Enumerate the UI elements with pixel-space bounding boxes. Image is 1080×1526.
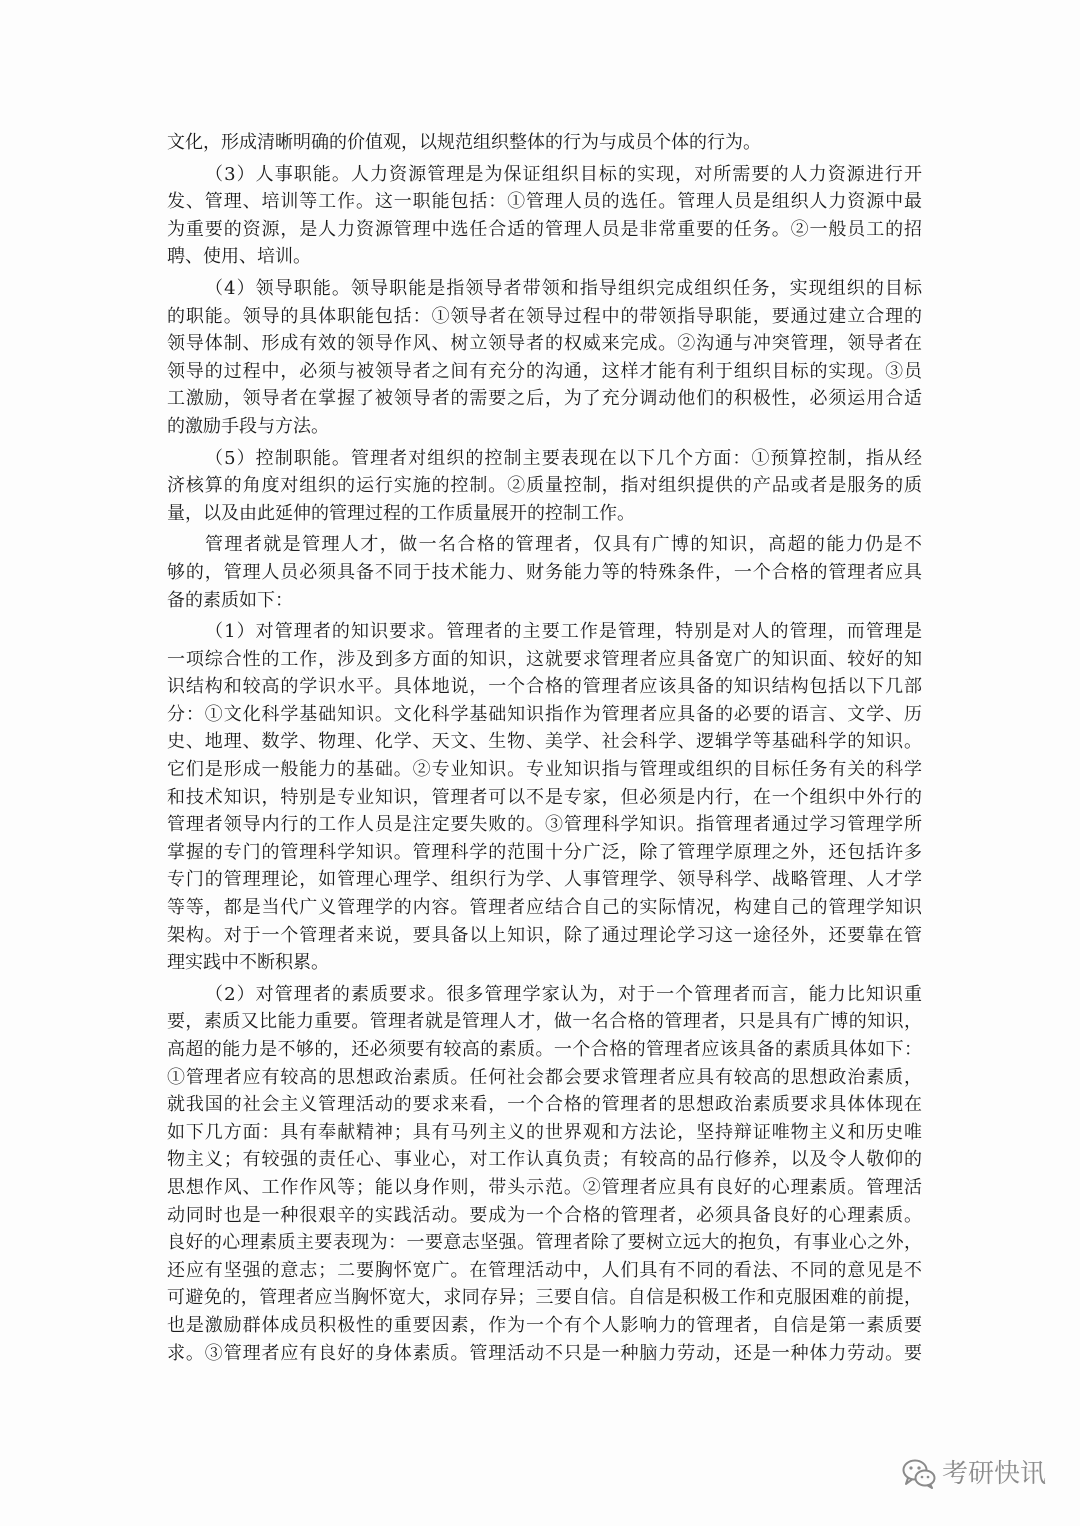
text-line: 求。③管理者应有良好的身体素质。管理活动不只是一种脑力劳动，还是一种体力劳动。要 [167,1342,922,1364]
text-line: 的激励手段与方法。 [167,415,329,437]
text-line: （1）对管理者的知识要求。管理者的主要工作是管理，特别是对人的管理，而管理是 [205,621,922,643]
text-line: （2）对管理者的素质要求。很多管理学家认为，对于一个管理者而言，能力比知识重 [205,983,922,1005]
paragraph-leadership-function [167,275,922,441]
text-line: 领导体制、形成有效的领导作风、树立领导者的权威来完成。②沟通与冲突管理，领导者在 [167,333,922,355]
text-line: ①管理者应有较高的思想政治素质。任何社会都会要求管理者应具有较高的思想政治素质， [167,1066,922,1088]
text-line: 动同时也是一种很艰辛的实践活动。要成为一个合格的管理者，必须具备良好的心理素质。 [167,1204,922,1226]
text-line: 等等，都是当代广义管理学的内容。管理者应结合自己的实际情况，构建自己的管理学知识 [167,897,922,919]
text-line: 它们是形成一般能力的基础。②专业知识。专业知识指与管理或组织的目标任务有关的科学 [167,759,922,781]
paragraph-quality-requirements [167,981,922,1367]
text-line: 就我国的社会主义管理活动的要求来看，一个合格的管理者的思想政治素质要求具体体现在 [167,1094,922,1116]
paragraph-manager-qualities-intro [167,531,922,614]
text-line: 文化，形成清晰明确的价值观，以规范组织整体的行为与成员个体的行为。 [167,132,761,153]
text-line: 如下几方面：具有奉献精神；具有马列主义的世界观和方法论，坚持辩证唯物主义和历史唯 [167,1121,922,1143]
text-line: 聘、使用、培训。 [167,246,311,268]
text-line: 高超的能力是不够的，还必须要有较高的素质。一个合格的管理者应该具备的素质具体如下： [167,1039,922,1060]
text-line: 分：①文化科学基础知识。文化科学基础知识指作为管理者应具备的必要的语言、文学、历 [167,703,922,725]
text-line: 一项综合性的工作，涉及到多方面的知识，这就要求管理者应具备宽广的知识面、较好的知 [167,648,922,670]
text-line: 管理者就是管理人才，做一名合格的管理者，仅具有广博的知识，高超的能力仍是不 [205,534,922,556]
document-body [167,129,922,1371]
text-line: 发、管理、培训等工作。这一职能包括：①管理人员的选任。管理人员是组织人力资源中最 [167,191,922,213]
text-line: 领导的过程中，必须与被领导者之间有充分的沟通，这样才能有利于组织目标的实现。③员 [167,360,922,382]
text-line: 为重要的资源，是人力资源管理中选任合适的管理人员是非常重要的任务。②一般员工的招 [167,218,922,240]
paragraph-continuation [167,129,922,157]
paragraph-control-function [167,445,922,528]
text-line: 工激励，领导者在掌握了被领导者的需要之后，为了充分调动他们的积极性，必须运用合适 [167,388,922,410]
text-line: （4）领导职能。领导职能是指领导者带领和指导组织完成组织任务，实现组织的目标 [205,277,922,299]
watermark-text: 考研快讯 [942,1459,1047,1489]
text-line: 还应有坚强的意志；二要胸怀宽广。在管理活动中，人们具有不同的看法、不同的意见是不 [167,1259,922,1281]
text-line: 的职能。领导的具体职能包括：①领导者在领导过程中的带领指导职能，要通过建立合理的 [167,305,922,327]
text-line: （5）控制职能。管理者对组织的控制主要表现在以下几个方面：①预算控制，指从经 [205,447,922,469]
text-line: 思想作风、工作作风等；能以身作则，带头示范。②管理者应具有良好的心理素质。管理活 [167,1176,922,1198]
text-line: 可避免的，管理者应当胸怀宽大，求同存异；三要自信。自信是积极工作和克服困难的前提， [167,1287,922,1309]
text-line: 备的素质如下： [167,589,293,611]
text-line: 掌握的专门的管理科学知识。管理科学的范围十分广泛，除了管理学原理之外，还包括许多 [167,841,922,863]
text-line: 够的，管理人员必须具备不同于技术能力、财务能力等的特殊条件，一个合格的管理者应具 [167,561,922,583]
text-line: 要，素质又比能力重要。管理者就是管理人才，做一名合格的管理者，只是具有广博的知识， [167,1011,922,1033]
watermark [900,1455,1060,1495]
text-line: 和技术知识，特别是专业知识，管理者可以不是专家，但必须是内行，在一个组织中外行的 [167,786,922,808]
text-line: 济核算的角度对组织的运行实施的控制。②质量控制，指对组织提供的产品或者是服务的质 [167,475,922,497]
text-line: 专门的管理理论，如管理心理学、组织行为学、人事管理学、领导科学、战略管理、人才学 [167,869,922,891]
text-line: （3）人事职能。人力资源管理是为保证组织目标的实现，对所需要的人力资源进行开 [205,163,922,185]
paragraph-knowledge-requirements [167,618,922,977]
paragraph-personnel-function [167,161,922,271]
text-line: 良好的心理素质主要表现为：一要意志坚强。管理者除了要树立远大的抱负，有事业心之外， [167,1232,922,1254]
text-line: 管理者领导内行的工作人员是注定要失败的。③管理科学知识。指管理者通过学习管理学所 [167,814,922,836]
text-line: 物主义；有较强的责任心、事业心，对工作认真负责；有较高的品行修养，以及令人敬仰的 [167,1149,922,1171]
wechat-icon [902,1459,936,1489]
text-line: 理实践中不断积累。 [167,952,329,974]
text-line: 量，以及由此延伸的管理过程的工作质量展开的控制工作。 [167,502,635,524]
text-line: 架构。对于一个管理者来说，要具备以上知识，除了通过理论学习这一途径外，还要靠在管 [167,924,922,946]
text-line: 识结构和较高的学识水平。具体地说，一个合格的管理者应该具备的知识结构包括以下几部 [167,676,922,698]
text-line: 也是激励群体成员积极性的重要因素，作为一个有个人影响力的管理者，自信是第一素质要 [167,1314,922,1336]
text-line: 史、地理、数学、物理、化学、天文、生物、美学、社会科学、逻辑学等基础科学的知识。 [167,731,922,753]
